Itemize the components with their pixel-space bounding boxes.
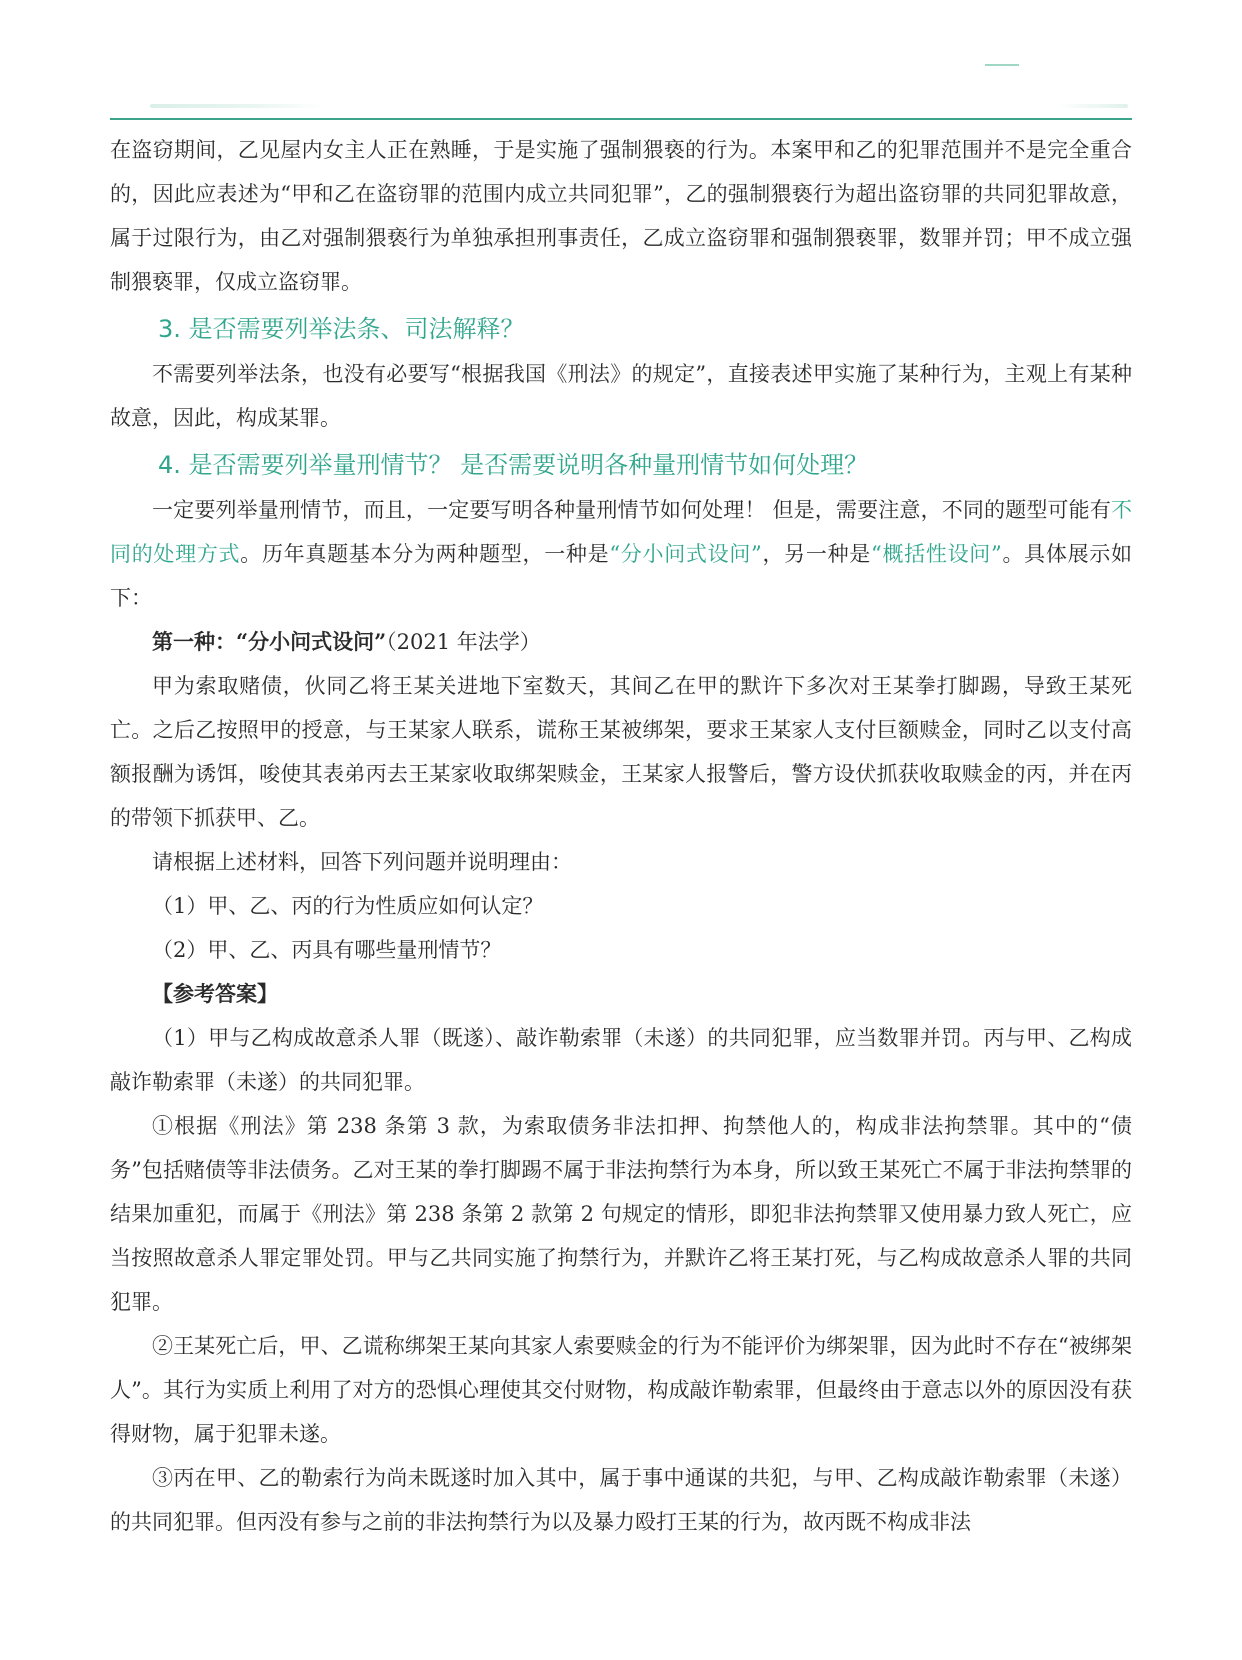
highlight-text: “分小问式设问” (609, 542, 762, 566)
paragraph-legal-citation: 不需要列举法条，也没有必要写“根据我国《刑法》的规定”，直接表述甲实施了某种行为，主观上有某种故意，因此，构成某罪。 (110, 362, 1132, 430)
header-decoration-left (150, 104, 325, 108)
answer-1-point-a: ①根据《刑法》第 238 条第 3 款，为索取债务非法扣押、拘禁他人的，构成非法拘禁罪。其中的“债务”包括赌债等非法债务。乙对王某的拳打脚踢不属于非法拘禁行为本身，所以致王某死亡不属于非法拘禁罪的结果加重犯，而属于《刑法》第 238 条第 2 款第 2 句规定的情形，即犯非法拘禁罪又使用暴力致人死亡，应当按照故意杀人罪定罪处罚。甲与乙共同实施了拘禁行为，并默许乙将王某打死，与乙构成故意杀人罪的共同犯罪。 (110, 1114, 1132, 1314)
question-intro: 请根据上述材料，回答下列问题并说明理由： (152, 850, 572, 874)
answer-1-point-c: ③丙在甲、乙的勒索行为尚未既遂时加入其中，属于事中通谋的共犯，与甲、乙构成敲诈勒索罪（未遂）的共同犯罪。但丙没有参与之前的非法拘禁行为以及暴力殴打王某的行为，故丙既不构成非法 (110, 1466, 1132, 1534)
header-rule (110, 118, 1132, 120)
highlight-text: “概括性设问” (871, 542, 1002, 566)
text-segment: ，另一种是 (761, 542, 872, 566)
type-1-label: 第一种：“分小问式设问” (152, 629, 387, 654)
text-segment: 。具体展示如下： (110, 542, 1133, 610)
text-segment: 一定要列举量刑情节，而且，一定要写明各种量刑情节如何处理！ 但是，需要注意，不同的题型可能有 (152, 498, 1111, 522)
type-1-year: （2021 年法学） (386, 630, 541, 654)
answer-1: （1）甲与乙构成故意杀人罪（既遂）、敲诈勒索罪（未遂）的共同犯罪，应当数罪并罚。丙与甲、乙构成敲诈勒索罪（未遂）的共同犯罪。 (110, 1026, 1132, 1094)
paragraph-sentencing (110, 488, 1132, 620)
question-1: （1）甲、乙、丙的行为性质应如何认定？ (152, 894, 544, 918)
text-segment: 。历年真题基本分为两种题型，一种是 (240, 542, 610, 566)
answer-label: 【参考答案】 (152, 981, 278, 1006)
answer-1-point-b: ②王某死亡后，甲、乙谎称绑架王某向其家人索要赎金的行为不能评价为绑架罪，因为此时不存在“被绑架人”。其行为实质上利用了对方的恐惧心理使其交付财物，构成敲诈勒索罪，但最终由于意志以外的原因没有获得财物，属于犯罪未遂。 (110, 1334, 1132, 1446)
section-heading-4: 4. 是否需要列举量刑情节？ 是否需要说明各种量刑情节如何处理？ (158, 451, 869, 479)
question-2: （2）甲、乙、丙具有哪些量刑情节？ (152, 938, 502, 962)
header-tab-decoration (985, 64, 1019, 66)
paragraph-continuation: 在盗窃期间，乙见屋内女主人正在熟睡，于是实施了强制猥亵的行为。本案甲和乙的犯罪范围并不是完全重合的，因此应表述为“甲和乙在盗窃罪的范围内成立共同犯罪”，乙的强制猥亵行为超出盗窃罪的共同犯罪故意，属于过限行为，由乙对强制猥亵行为单独承担刑事责任，乙成立盗窃罪和强制猥亵罪，数罪并罚；甲不成立强制猥亵罪，仅成立盗窃罪。 (110, 138, 1132, 294)
type-1-heading (110, 620, 1132, 664)
document-body (110, 128, 1132, 1544)
header-decoration-right (1058, 104, 1128, 108)
section-heading-3: 3. 是否需要列举法条、司法解释？ (158, 315, 525, 343)
highlight-text: 不同的处理方式 (110, 498, 1132, 566)
case-material: 甲为索取赌债，伙同乙将王某关进地下室数天，其间乙在甲的默许下多次对王某拳打脚踢，导致王某死亡。之后乙按照甲的授意，与王某家人联系，谎称王某被绑架，要求王某家人支付巨额赎金，同时乙以支付高额报酬为诱饵，唆使其表弟丙去王某家收取绑架赎金，王某家人报警后，警方设伏抓获收取赎金的丙，并在丙的带领下抓获甲、乙。 (110, 674, 1132, 830)
